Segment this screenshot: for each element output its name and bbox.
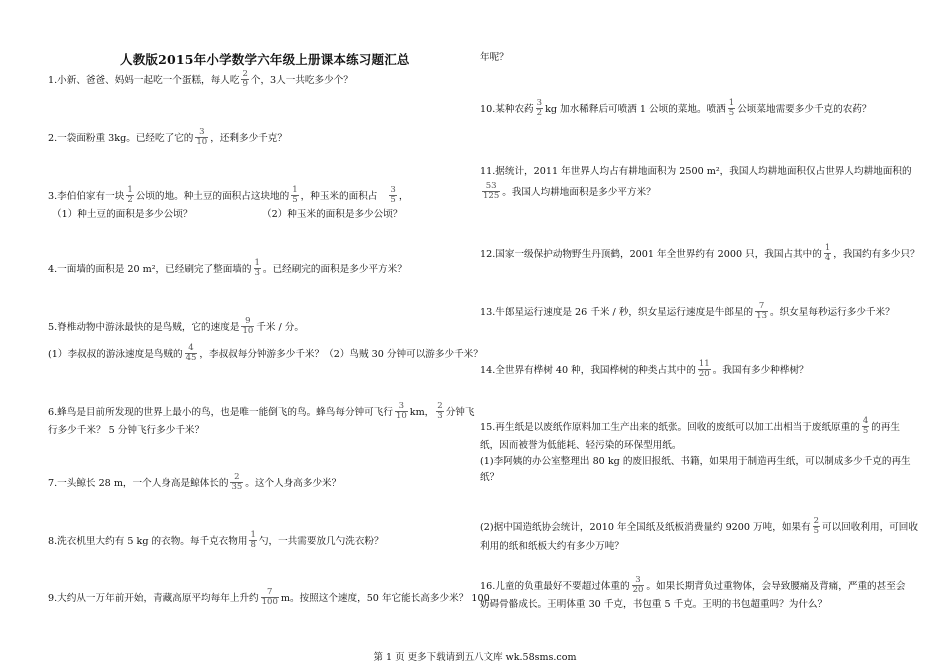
question-16-cont: 妨碍骨骼成长。王明体重 30 千克，书包重 5 千克。王明的书包超重吗？为什么？ — [480, 599, 828, 610]
question-13: 13.牛郎星运行速度是 26 千米 / 秒，织女星运行速度是牛郎星的 $\frac{7}{13}$ 。织女星每秒运行多少千米？ — [480, 301, 895, 321]
question-14: 14.全世界有桦树 40 种，我国桦树的种类占其中的 $\frac{11}{20}$ 。我国有多少种桦树？ — [480, 359, 809, 379]
question-9-cont: 年呢？ — [480, 52, 509, 63]
question-4: 4.一面墙的面积是 20 m²，已经刷完了整面墙的 $\frac{1}{3}$ 。已经刷完的面积是多少平方米？ — [48, 258, 407, 278]
question-1: 1.小新、爸爸、妈妈一起吃一个蛋糕，每人吃 $\frac{2}{9}$ 个，3人一共吃多少个？ — [48, 69, 353, 89]
question-5: 5.脊椎动物中游泳最快的是鸟贼，它的速度是 $\frac{9}{10}$ 千米 / 分。 — [48, 316, 304, 336]
question-12: 12.国家一级保护动物野生丹顶鹤，2001 年全世界约有 2000 只，我国占其中的 $\frac{1}{4}$ ，我国约有多少只？ — [480, 243, 920, 263]
question-15-sub-2: (2)据中国造纸协会统计，2010 年全国纸及纸板消费量约 9200 万吨，如果有 $\frac{2}{5}$ 可以回收利用，可回收 — [480, 516, 918, 536]
question-8: 8.洗衣机里大约有 5 kg 的衣物。每千克衣物用 $\frac{1}{8}$ 勺，一共需要放几勺洗衣粉？ — [48, 530, 384, 550]
fraction: $\frac{4}{45}$ — [185, 343, 197, 363]
fraction: $\frac{1}{5}$ — [292, 185, 298, 205]
question-15-sub-1: (1)李阿姨的办公室整理出 80 kg 的废旧报纸、书籍，如果用于制造再生纸，可以制成多少千克的再生 — [480, 456, 911, 467]
question-3: 3.李伯伯家有一块 $\frac{1}{2}$ 公顷的地。种土豆的面积占这块地的 $\frac{1}{5}$ ，种玉米的面积占 $\frac{3}{5}$ ， — [48, 185, 409, 205]
fraction: $\frac{1}{8}$ — [250, 530, 256, 550]
question-10: 10.某种农药 $\frac{3}{2}$ kg 加水稀释后可喷洒 1 公顷的菜地。喷洒 $\frac{1}{5}$ 公顷菜地需要多少千克的农药？ — [480, 98, 872, 118]
fraction: $\frac{1}{5}$ — [728, 98, 735, 118]
fraction: $\frac{2}{5}$ — [813, 516, 820, 536]
fraction: $\frac{11}{20}$ — [698, 359, 710, 379]
fraction: $\frac{3}{20}$ — [632, 575, 644, 595]
question-15-sub-2-cont: 利用的纸和纸板大约有多少万吨？ — [480, 541, 624, 552]
question-16: 16.儿童的负重最好不要超过体重的 $\frac{3}{20}$ 。如果长期背负过重物体，会导致腰痛及背痛，严重的甚至会 — [480, 575, 906, 595]
page-title: 人教版2015年小学数学六年级上册课本练习题汇总 — [120, 52, 410, 67]
fraction: $\frac{53}{125}$ — [483, 181, 500, 201]
question-15: 15.再生纸是以废纸作原料加工生产出来的纸张。回收的废纸可以加工出相当于废纸原重的 $\frac{4}{5}$ 的再生 — [480, 416, 901, 436]
question-15-sub-1-cont: 纸？ — [480, 472, 500, 483]
fraction: $\frac{7}{13}$ — [756, 301, 767, 321]
fraction: $\frac{2}{3}$ — [437, 401, 443, 421]
question-2: 2.一袋面粉重 3kg。已经吃了它的 $\frac{3}{10}$ ，还剩多少千克？ — [48, 127, 287, 147]
question-7: 7.一头鲸长 28 m，一个人身高是鲸体长的 $\frac{2}{35}$ 。这个人身高多少米？ — [48, 472, 342, 492]
page-footer: 第 1 页 更多下载请到五八文库 wk.58sms.com — [373, 652, 577, 663]
question-3-sub-2: （2）种玉米的面积是多少公顷？ — [262, 209, 403, 220]
fraction: $\frac{1}{2}$ — [127, 185, 133, 205]
question-3-sub-1: （1）种土豆的面积是多少公顷？ — [52, 209, 193, 220]
fraction: $\frac{4}{5}$ — [862, 416, 869, 436]
question-15-line-2: 纸，因而被誉为低能耗、轻污染的环保型用纸。 — [480, 440, 682, 451]
fraction: $\frac{3}{5}$ — [390, 185, 396, 205]
question-11-cont: $\frac{53}{125}$ 。我国人均耕地面积是多少平方米？ — [483, 181, 656, 201]
fraction: $\frac{3}{10}$ — [395, 401, 407, 421]
fraction: $\frac{1}{3}$ — [254, 258, 260, 278]
fraction: $\frac{2}{9}$ — [242, 69, 248, 89]
question-6-cont: 行多少千米？ 5 分钟飞行多少千米？ — [48, 425, 205, 436]
question-5-sub: (1）李叔叔的游泳速度是鸟贼的 $\frac{4}{45}$ ，李叔叔每分钟游多少千米？（2）鸟贼 30 分钟可以游多少千米？ — [48, 343, 483, 363]
question-6: 6.蜂鸟是目前所发现的世界上最小的鸟，也是唯一能倒飞的鸟。蜂鸟每分钟可飞行 $\frac{3}{10}$ km， $\frac{2}{3}$ 分钟飞 — [48, 401, 475, 421]
fraction: $\frac{1}{4}$ — [824, 243, 831, 263]
fraction: $\frac{7}{100}$ — [261, 587, 278, 607]
fraction: $\frac{3}{2}$ — [536, 98, 543, 118]
fraction: $\frac{9}{10}$ — [242, 316, 254, 336]
question-11: 11.据统计，2011 年世界人均占有耕地面积为 2500 m²，我国人均耕地面积仅占世界人均耕地面积的 — [480, 166, 912, 177]
fraction: $\frac{2}{35}$ — [231, 472, 243, 492]
question-9: 9.大约从一万年前开始，青藏高原平均每年上升约 $\frac{7}{100}$ m。按照这个速度，50 年它能长高多少米？ 100 — [48, 587, 490, 607]
fraction: $\frac{3}{10}$ — [196, 127, 208, 147]
